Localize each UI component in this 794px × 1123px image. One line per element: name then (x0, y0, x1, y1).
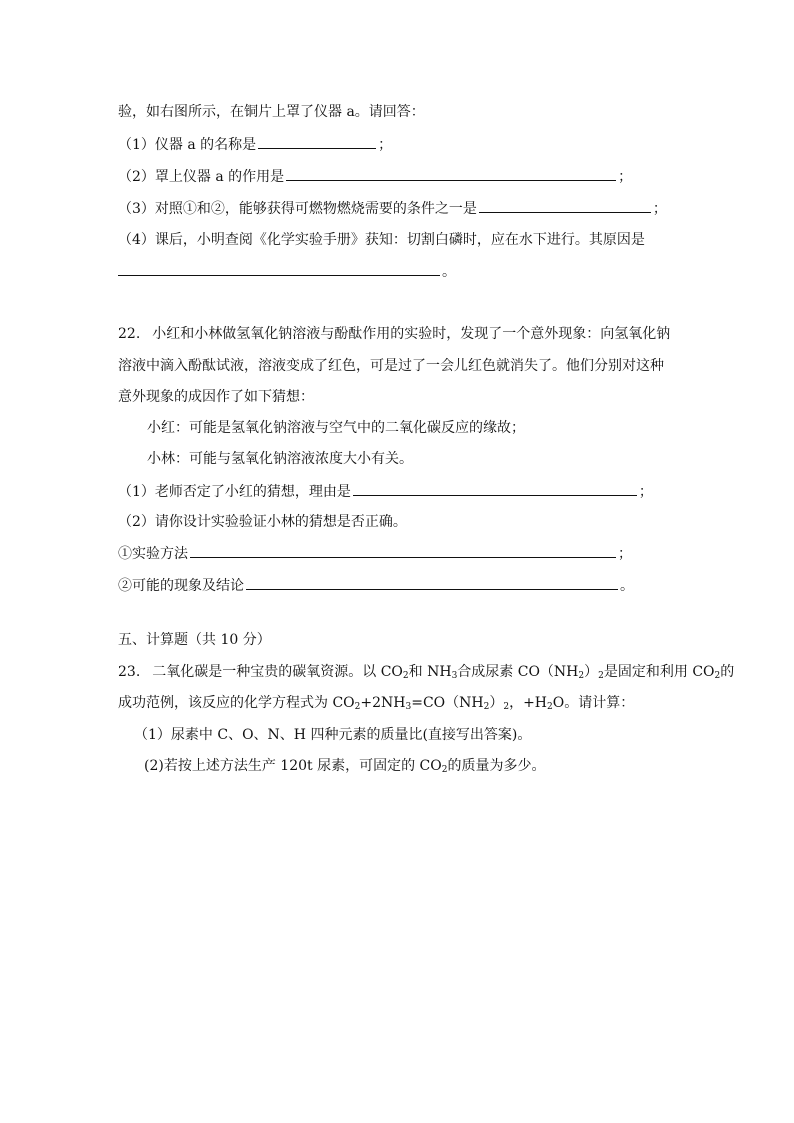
q21-sub4-answer-blank[interactable] (118, 261, 440, 276)
q23-sub2-subscript: 2 (441, 765, 448, 775)
q21-sub2-label: （2）罩上仪器 a 的作用是 (118, 169, 285, 185)
q23-sub-b: 3 (451, 671, 458, 681)
q21-sub4-end: 。 (442, 264, 456, 280)
q22-text-line2: 溶液中滴入酚酞试液，溶液变成了红色，可是过了一会儿红色就消失了。他们分别对这种 (118, 358, 664, 374)
q23-sub-e: 2 (714, 671, 721, 681)
q23-sub1: （1）尿素中 C、O、N、H 四种元素的质量比(直接写出答案)。 (134, 727, 532, 743)
q23-line2 (118, 693, 634, 717)
q21-sub3-end: ； (652, 201, 667, 217)
q21-sub1-label: （1）仪器 a 的名称是 (118, 137, 257, 153)
q22-number: 22. (118, 326, 141, 342)
q23-sub-c: 2 (578, 671, 585, 681)
q22-text-line3: 意外现象的成因作了如下猜想： (118, 389, 314, 405)
q23-eq-f: O。请计算： (552, 695, 635, 711)
q23-number: 23. (118, 664, 141, 680)
q21-sub2-answer-blank[interactable] (286, 166, 616, 181)
q23-eq-sub-c: 2 (483, 702, 490, 712)
section5-title: 五、计算题（共 10 分） (118, 632, 271, 648)
q22-guess-xiaohong: 小红：可能是氢氧化钠溶液与空气中的二氧化碳反应的缘故； (147, 420, 525, 436)
q23-text-f: 的 (720, 664, 735, 680)
q23-sub-a: 2 (402, 671, 409, 681)
q22-result-label: ②可能的现象及结论 (118, 578, 244, 594)
q23-line1 (118, 662, 734, 686)
q22-sub1-label: （1）老师否定了小红的猜想，理由是 (118, 484, 351, 500)
q22-method-answer-blank[interactable] (190, 543, 616, 558)
q21-intro: 验，如右图所示，在铜片上罩了仪器 a。请回答： (118, 104, 425, 120)
q22-guess-xiaolin: 小林：可能与氢氧化钠溶液浓度大小有关。 (147, 451, 413, 467)
q22-result (118, 575, 634, 596)
q22-sub1-answer-blank[interactable] (353, 481, 637, 496)
q23-eq-d: ） (489, 695, 504, 711)
q21-sub3-answer-blank[interactable] (479, 198, 651, 213)
q21-sub4-label: （4）课后，小明查阅《化学实验手册》获知：切割白磷时，应在水下进行。其原因是 (118, 232, 645, 248)
q21-sub4-answer (118, 261, 456, 282)
q22-sub1-end: ； (638, 484, 653, 500)
q21-sub2-end: ； (618, 169, 633, 185)
q23-text-c: 合成尿素 CO（NH (457, 664, 579, 680)
q22-method-end: ； (618, 546, 632, 562)
q21-sub3 (118, 198, 667, 219)
q23-eq-c: =CO（NH (411, 695, 484, 711)
q21-sub3-label: （3）对照①和②，能够获得可燃物燃烧需要的条件之一是 (118, 201, 477, 217)
q23-text-b: 和 NH (408, 664, 452, 680)
q21-sub1-end: ； (378, 137, 393, 153)
q21-sub2 (118, 166, 632, 187)
q23-sub2-text-a: (2)若按上述方法生产 120t 尿素，可固定的 CO (144, 758, 442, 774)
q23-eq-sub-a: 2 (354, 702, 361, 712)
q22-line1 (118, 324, 670, 344)
q22-sub2: （2）请你设计实验验证小林的猜想是否正确。 (118, 514, 407, 530)
q23-sub2-text-b: 的质量为多少。 (447, 758, 546, 774)
q23-eq-a: 成功范例，该反应的化学方程式为 CO (118, 695, 355, 711)
q23-text-a: 二氧化碳是一种宝贵的碳氧资源。以 CO (152, 664, 403, 680)
q22-method (118, 543, 632, 564)
q23-eq-sub-d: 2 (503, 702, 510, 712)
q23-eq-b: +2NH (360, 695, 406, 711)
q22-sub1 (118, 481, 653, 502)
q23-eq-sub-b: 3 (405, 702, 412, 712)
q22-method-label: ①实验方法 (118, 546, 188, 562)
q21-sub1 (118, 134, 392, 155)
q23-sub-d: 2 (598, 671, 604, 681)
q23-sub2 (144, 756, 545, 780)
q23-eq-e: ，+H (509, 695, 548, 711)
q22-text-line1: 小红和小林做氢氧化钠溶液与酚酞作用的实验时，发现了一个意外现象：向氢氧化钠 (152, 326, 671, 342)
q22-result-end: 。 (620, 578, 634, 594)
q21-sub1-answer-blank[interactable] (258, 134, 376, 149)
q23-eq-sub-e: 2 (547, 702, 553, 712)
q22-result-answer-blank[interactable] (246, 575, 618, 590)
q23-text-d: ） (584, 664, 599, 680)
q23-text-e: 是固定和利用 CO (603, 664, 715, 680)
